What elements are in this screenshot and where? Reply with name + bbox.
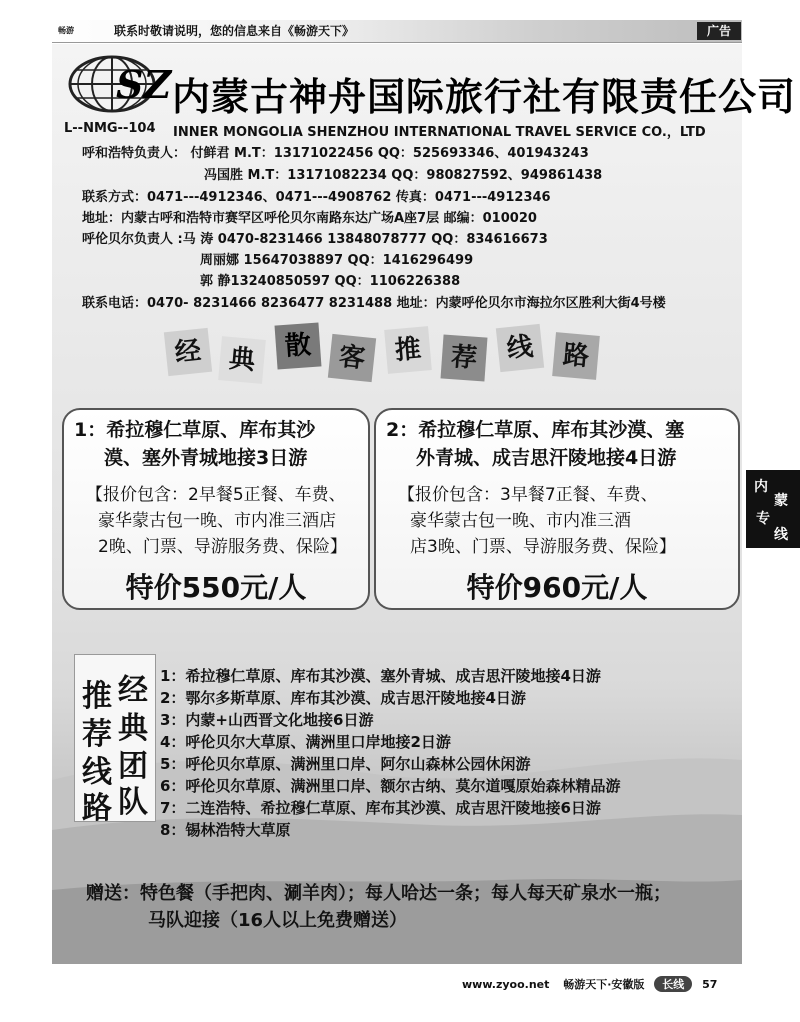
route-item: 1：希拉穆仁草原、库布其沙漠、塞外青城、成吉思汗陵地接4日游 [160,667,601,685]
gift-info: 赠送：特色餐（手把肉、涮羊肉）；每人哈达一条；每人每天矿泉水一瓶； 马队迎接（16人以上免费赠送） [86,883,671,931]
tab-char: 内 [754,479,768,495]
package-title: 2：希拉穆仁草原、库布其沙漠、塞 外青城、成吉思汗陵地接4日游 [386,419,685,469]
route-item: 7：二连浩特、希拉穆仁草原、库布其沙漠、成吉思汗陵地接6日游 [160,799,601,817]
route-list [160,665,620,841]
magazine-edition: 畅游天下·安徽版 [563,978,645,991]
top-notice-bar [52,20,742,43]
banner-char: 荐 [441,335,488,382]
contact-line: 周丽娜 15647038897 QQ：1416296499 [200,253,474,268]
website-url: www.zyoo.net [462,978,550,991]
globe-logo-icon [64,54,172,114]
package-card-2 [374,408,740,610]
inner-mongolia-line-tab [746,470,800,548]
package-includes: 【报价包含：2早餐5正餐、车费、 豪华蒙古包一晚、市内准三酒店 2晚、门票、导游服务费、保险】 [86,485,347,557]
banner-char: 经 [164,328,212,376]
page-number: 57 [702,978,718,991]
recommended-routes-title: 推 荐 线 路 经 典 团 队 [74,654,156,822]
route-item: 2：鄂尔多斯草原、库布其沙漠、成吉思汗陵地接4日游 [160,689,526,707]
classic-routes-banner [166,322,626,382]
banner-char: 线 [496,324,544,372]
banner-char: 客 [328,334,376,382]
ad-tag: 广告 [697,22,741,40]
banner-char: 典 [218,336,266,384]
contact-notice: 联系时敬请说明，您的信息来自《畅游天下》 [114,24,355,38]
tab-char: 线 [774,527,788,543]
contact-line: 呼伦贝尔负责人 :马 涛 0470-8231466 13848078777 QQ：834616673 [82,232,548,247]
route-item: 3：内蒙+山西晋文化地接6日游 [160,711,374,729]
page-footer [462,976,717,992]
contact-line: 呼和浩特负责人： 付鲜君 M.T：13171022456 QQ：525693346、401943243 [82,146,589,161]
route-item: 4：呼伦贝尔大草原、满洲里口岸地接2日游 [160,733,451,751]
company-english-name: INNER MONGOLIA SHENZHOU INTERNATIONAL TRAVEL SERVICE CO.，LTD [173,125,706,140]
contact-line: 联系电话：0470- 8231466 8236477 8231488 地址：内蒙呼伦贝尔市海拉尔区胜利大街4号楼 [82,296,666,311]
banner-char: 路 [552,332,600,380]
address-line: 地址：内蒙古呼和浩特市赛罕区呼伦贝尔南路东达广场A座7层 邮编：010020 [82,211,537,226]
contact-line: 冯国胜 M.T：13171082234 QQ：980827592、949861438 [204,168,603,183]
license-code: L--NMG--104 [64,121,156,136]
magazine-logo: 畅游 [58,26,74,35]
logo-letters: SZ [116,62,172,107]
banner-char: 推 [384,326,432,374]
contact-line: 联系方式：0471---4912346、0471---4908762 传真：0471---4912346 [82,190,551,205]
banner-char: 散 [275,323,322,370]
company-name: 内蒙古神舟国际旅行社有限责任公司 [172,75,797,119]
route-item: 5：呼伦贝尔草原、满洲里口岸、阿尔山森林公园休闲游 [160,755,531,773]
package-title: 1：希拉穆仁草原、库布其沙 漠、塞外青城地接3日游 [74,419,316,469]
route-item: 8：锡林浩特大草原 [160,821,291,839]
section-badge: 长线 [654,976,692,992]
package-card-1 [62,408,370,610]
tab-char: 专 [756,511,770,527]
contact-line: 郭 静13240850597 QQ：1106226388 [200,274,461,289]
package-price: 特价550元/人 [125,571,307,604]
tab-char: 蒙 [774,493,788,509]
route-item: 6：呼伦贝尔草原、满洲里口岸、额尔古纳、莫尔道嘎原始森林精品游 [160,777,621,795]
package-includes: 【报价包含：3早餐7正餐、车费、 豪华蒙古包一晚、市内准三酒 店3晚、门票、导游服务费、保险】 [398,485,676,557]
package-price: 特价960元/人 [466,571,648,604]
